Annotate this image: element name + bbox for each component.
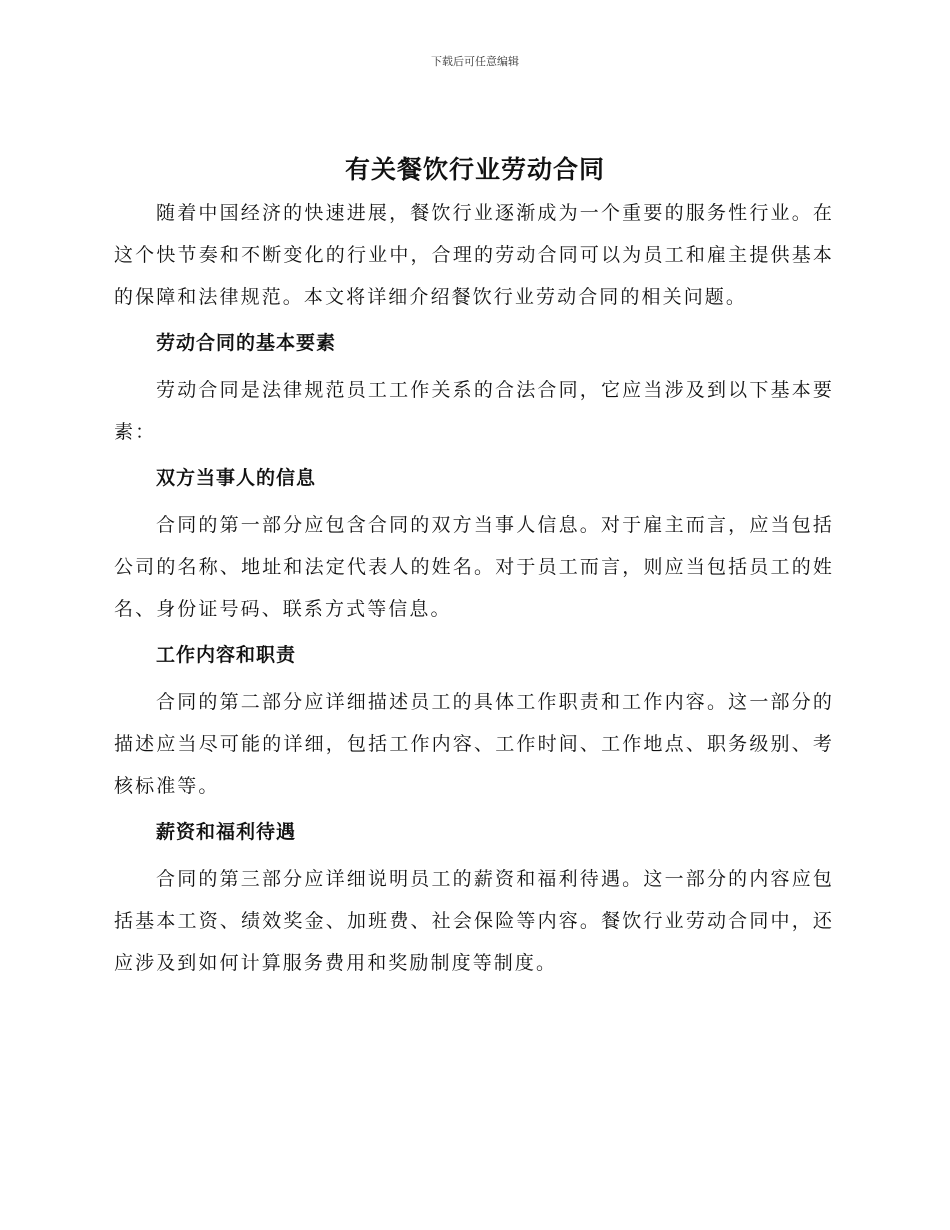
section-heading: 工作内容和职责 xyxy=(156,644,297,666)
section-paragraph: 合同的第三部分应详细说明员工的薪资和福利待遇。这一部分的内容应包括基本工资、绩效奖金、加班费、社会保险等内容。餐饮行业劳动合同中，还应涉及到如何计算服务费用和奖励制度等制度。 xyxy=(114,868,834,974)
section-paragraph: 合同的第一部分应包含合同的双方当事人信息。对于雇主而言，应当包括公司的名称、地址和法定代表人的姓名。对于员工而言，则应当包括员工的姓名、身份证号码、联系方式等信息。 xyxy=(114,514,834,620)
intro-paragraph: 随着中国经济的快速进展，餐饮行业逐渐成为一个重要的服务性行业。在这个快节奏和不断变化的行业中，合理的劳动合同可以为员工和雇主提供基本的保障和法律规范。本文将详细介绍餐饮行业劳动合同的相关问题。 xyxy=(114,202,834,308)
header-note: 下载后可任意编辑 xyxy=(431,55,519,68)
document-body xyxy=(114,192,834,984)
section-party-info xyxy=(114,457,834,630)
section-paragraph: 合同的第二部分应详细描述员工的具体工作职责和工作内容。这一部分的描述应当尽可能的详细，包括工作内容、工作时间、工作地点、职务级别、考核标准等。 xyxy=(114,691,834,797)
section-heading: 劳动合同的基本要素 xyxy=(156,332,337,354)
section-paragraph: 劳动合同是法律规范员工工作关系的合法合同，它应当涉及到以下基本要素： xyxy=(114,379,834,443)
section-basic-elements xyxy=(114,322,834,453)
section-heading: 双方当事人的信息 xyxy=(156,467,317,489)
section-duties xyxy=(114,634,834,807)
section-salary xyxy=(114,811,834,984)
section-heading: 薪资和福利待遇 xyxy=(156,821,297,843)
document-title: 有关餐饮行业劳动合同 xyxy=(344,155,605,184)
